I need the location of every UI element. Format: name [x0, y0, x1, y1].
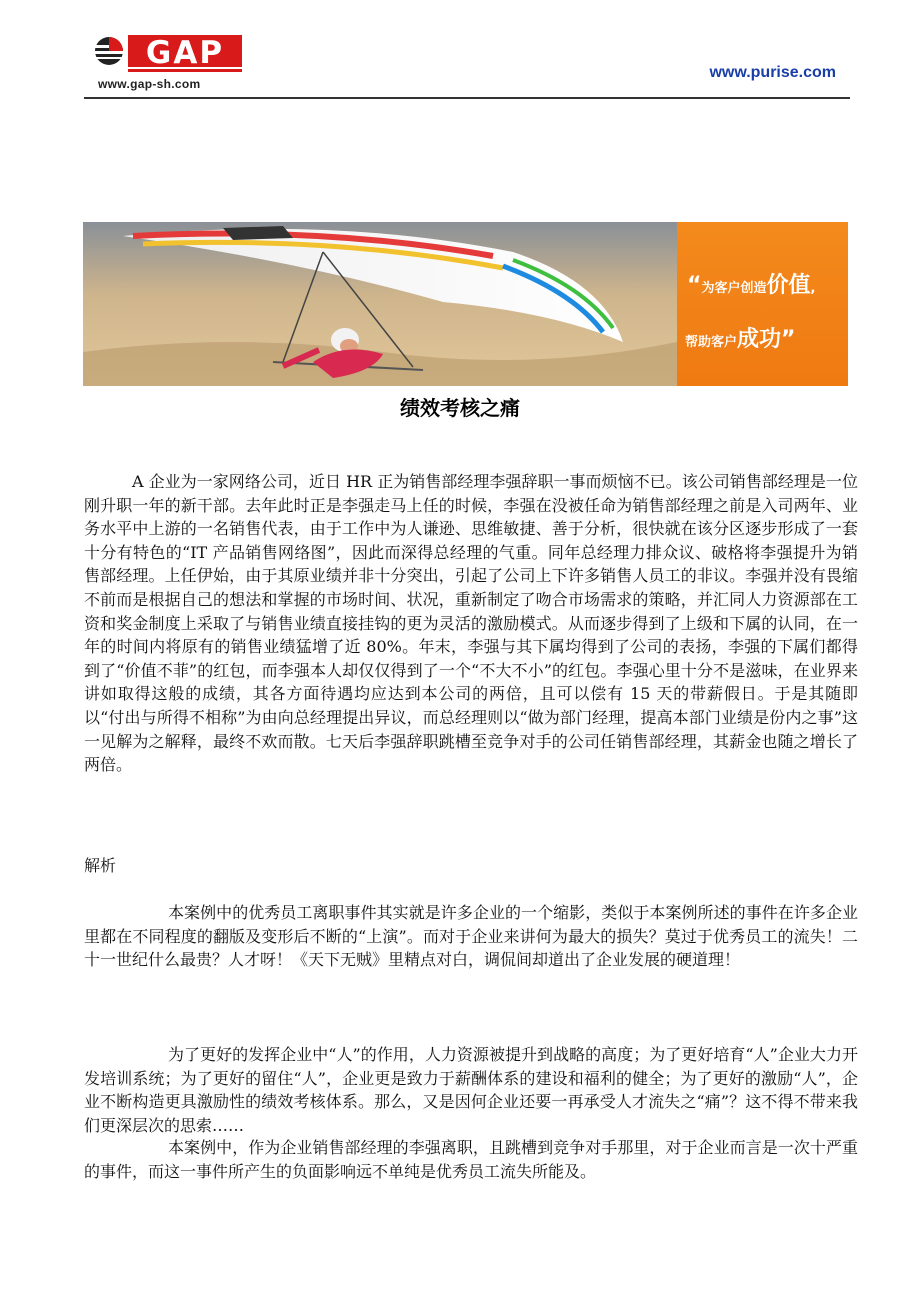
document-title: 绩效考核之痛	[400, 396, 520, 420]
hero-banner	[83, 222, 848, 386]
slogan-panel	[677, 222, 848, 386]
logo-url-text: www.gap-sh.com	[98, 77, 201, 91]
slogan-line-1: “为客户创造价值,	[687, 273, 816, 298]
analysis-paragraph-2: 为了更好的发挥企业中“人”的作用，人力资源被提升到战略的高度；为了更好培育“人”企业大力开发培训系统；为了更好的留住“人”，企业更是致力于薪酬体系的建设和福利的健全；为了更好的激励“人”，企业不断构造更具激励性的绩效考核体系。那么，又是因何企业还要一再承受人才流失之“痛”？这不得不带来我们更深层次的思索……	[84, 1045, 858, 1135]
website-link[interactable]: www.purise.com	[709, 64, 836, 81]
slogan-line-2: 帮助客户成功”	[685, 327, 796, 352]
hang-glider-photo	[83, 222, 677, 386]
page-header	[0, 0, 920, 100]
analysis-paragraph-3: 本案例中，作为企业销售部经理的李强离职，且跳槽到竞争对手那里，对于企业而言是一次十严重的事件，而这一事件所产生的负面影响远不单纯是优秀员工流失所能及。	[84, 1138, 858, 1181]
header-divider	[84, 97, 850, 99]
svg-text:GAP: GAP	[145, 35, 225, 71]
case-paragraph: A 企业为一家网络公司，近日 HR 正为销售部经理李强辞职一事而烦恼不已。该公司销售部经理是一位刚升职一年的新干部。去年此时正是李强走马上任的时候，李强在没被任命为销售部经理之前是入司两年、业务水平中上游的一名销售代表，由于工作中为人谦逊、思维敏捷、善于分析，很快就在该分区逐步形成了一套十分有特色的“IT 产品销售网络图”，因此而深得总经理的气重。同年总经理力排众议、破格将李强提升为销售部经理。上任伊始，由于其原业绩并非十分突出，引起了公司上下许多销售人员工的非议。李强并没有畏缩不前而是根据自己的想法和掌握的市场时间、状况，重新制定了吻合市场需求的策略，并汇同人力资源部在工资和奖金制度上采取了与销售业绩直接挂钩的更为灵活的激励模式。从而逐步得到了上级和下属的认同，在一年的时间内将原有的销售业绩猛增了近 80%。年末，李强与其下属均得到了公司的表扬，李强的下属们都得到了“价值不菲”的红包，而李强本人却仅仅得到了一个“不大不小”的红包。李强心里十分不是滋味，在业界来讲如取得这般的成绩，其各方面待遇均应达到本公司的两倍，且可以偿有 15 天的带薪假日。于是其随即以“付出与所得不相称”为由向总经理提出异议，而总经理则以“做为部门经理，提高本部门业绩是份内之事”这一见解为之解释，最终不欢而散。七天后李强辞职跳槽至竞争对手的公司任销售部经理，其薪金也随之增长了两倍。	[84, 472, 858, 775]
analysis-paragraph-1: 本案例中的优秀员工离职事件其实就是许多企业的一个缩影，类似于本案例所述的事件在许多企业里都在不同程度的翻版及变形后不断的“上演”。而对于企业来讲何为最大的损失？莫过于优秀员工的流失！二十一世纪什么最贵？人才呀！《天下无贼》里精点对白，调侃间却道出了企业发展的硬道理！	[84, 903, 858, 970]
analysis-heading: 解析	[84, 856, 117, 875]
